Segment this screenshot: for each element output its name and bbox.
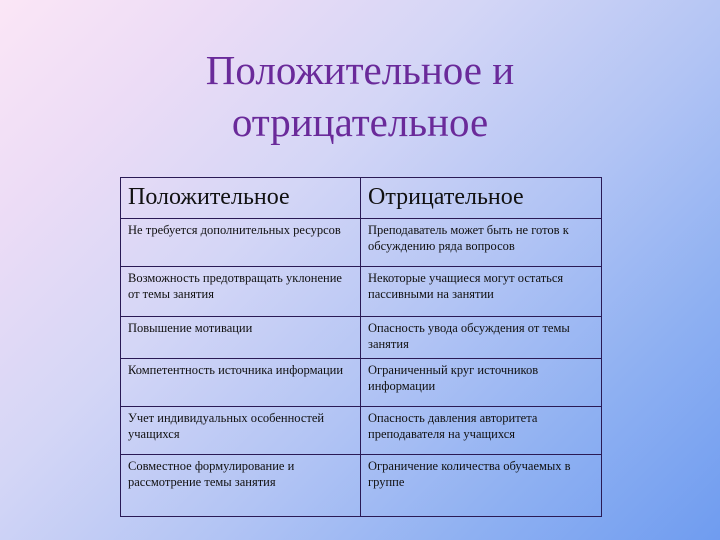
header-positive: Положительное xyxy=(121,178,361,219)
table-row xyxy=(121,219,602,267)
negative-cell: Ограниченный круг источников информации xyxy=(361,359,602,407)
positive-cell: Учет индивидуальных особенностей учащихся xyxy=(121,407,361,455)
table-row xyxy=(121,359,602,407)
slide-title-line-2: отрицательное xyxy=(231,99,489,145)
negative-cell: Ограничение количества обучаемых в группе xyxy=(361,455,602,517)
table-row xyxy=(121,455,602,517)
slide-title-line-1: Положительное и xyxy=(205,47,515,93)
negative-cell: Опасность давления авторитета преподавателя на учащихся xyxy=(361,407,602,455)
positive-cell: Компетентность источника информации xyxy=(121,359,361,407)
positive-cell: Совместное формулирование и рассмотрение темы занятия xyxy=(121,455,361,517)
positive-cell: Не требуется дополнительных ресурсов xyxy=(121,219,361,267)
table-row xyxy=(121,317,602,359)
positive-cell: Возможность предотвращать уклонение от темы занятия xyxy=(121,267,361,317)
table-header-row xyxy=(121,178,602,219)
header-negative: Отрицательное xyxy=(361,178,602,219)
negative-cell: Некоторые учащиеся могут остаться пассивными на занятии xyxy=(361,267,602,317)
positive-cell: Повышение мотивации xyxy=(121,317,361,359)
table-row xyxy=(121,267,602,317)
negative-cell: Опасность увода обсуждения от темы занятия xyxy=(361,317,602,359)
comparison-table xyxy=(120,177,602,517)
table-row xyxy=(121,407,602,455)
slide-title xyxy=(0,44,720,148)
negative-cell: Преподаватель может быть не готов к обсуждению ряда вопросов xyxy=(361,219,602,267)
